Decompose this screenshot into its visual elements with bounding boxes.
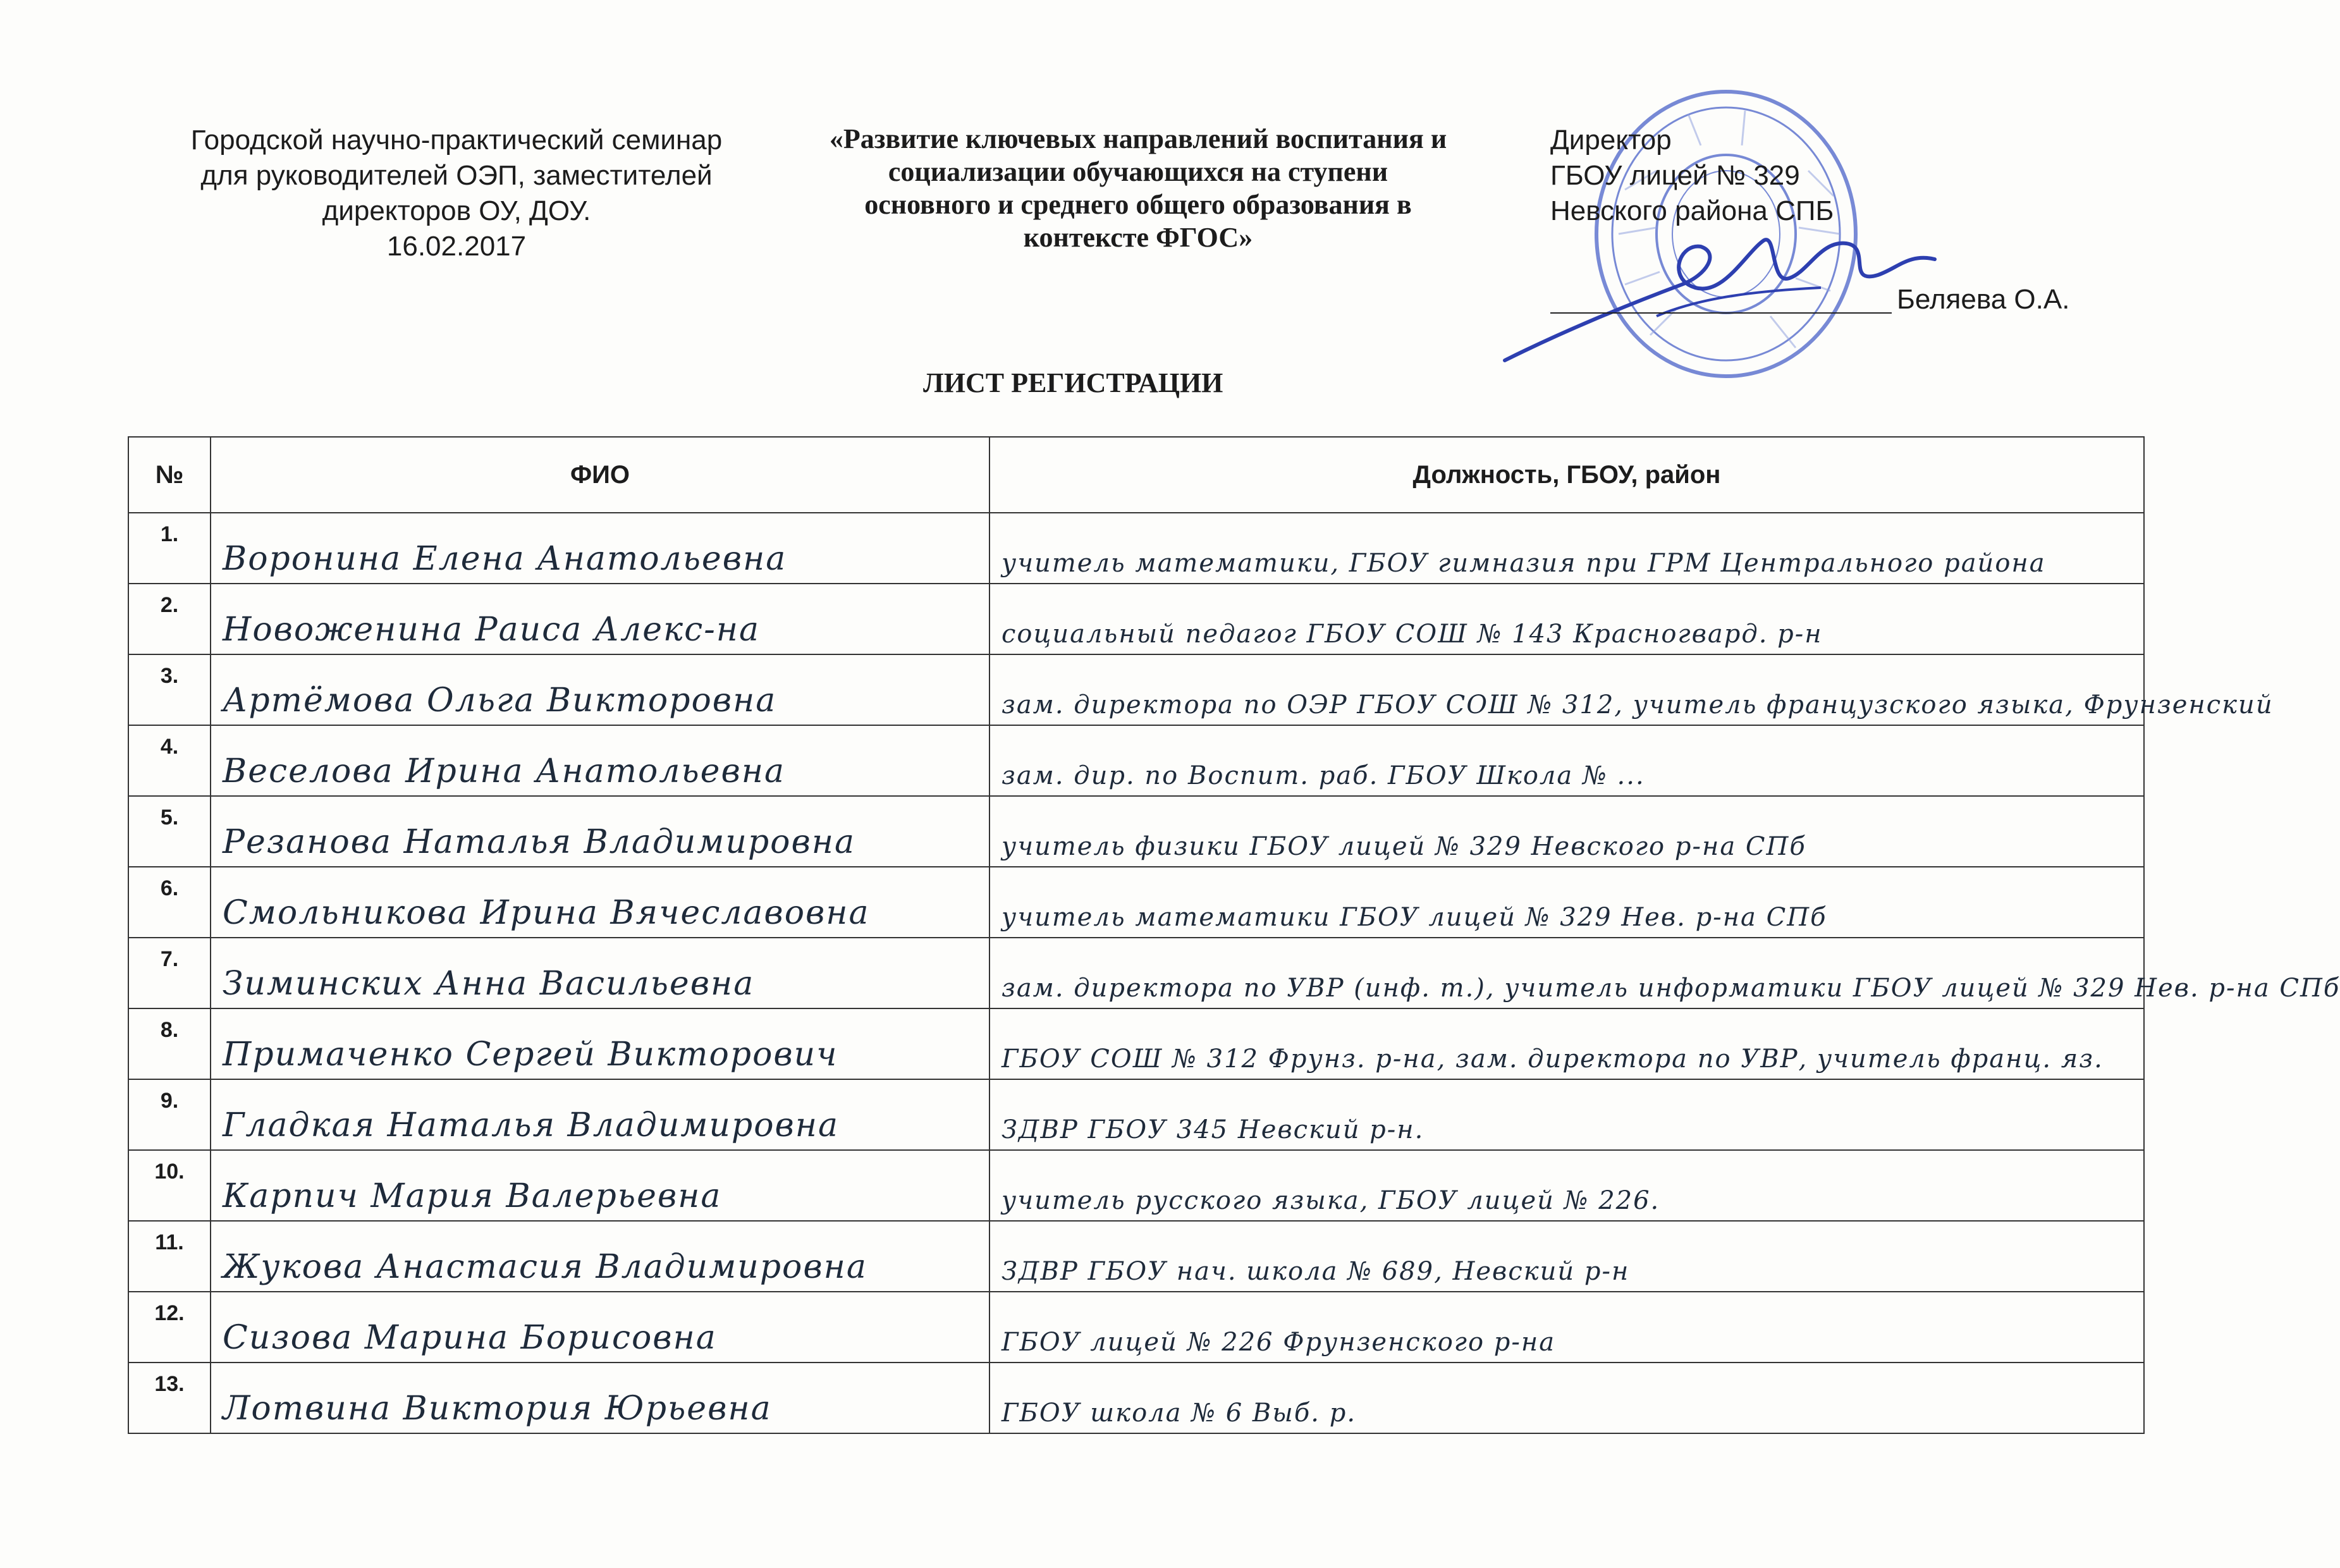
handwritten-name: Артёмова Ольга Викторовна (223, 682, 777, 720)
seminar-topic (803, 123, 1473, 254)
handwritten-position: ЗДВР ГБОУ 345 Невский р-н. (1002, 1115, 1424, 1144)
fio-cell (211, 938, 989, 1008)
row-number: 4. (160, 735, 179, 759)
seminar-line-3: директоров ОУ, ДОУ. (322, 195, 591, 226)
table-row (128, 796, 2144, 867)
director-district: Невского района СПБ (1550, 195, 1834, 226)
topic-line-3: основного и среднего общего образования в (864, 189, 1412, 220)
row-number: 3. (160, 664, 179, 688)
fio-cell (211, 513, 989, 584)
row-number-cell (128, 1363, 211, 1433)
handwritten-name: Сизова Марина Борисовна (223, 1319, 717, 1357)
handwritten-position: зам. директора по ОЭР ГБОУ СОШ № 312, учитель французского языка, Фрунзенский (1002, 690, 2274, 720)
row-number: 11. (155, 1230, 184, 1254)
row-number-cell (128, 1008, 211, 1079)
row-number: 13. (154, 1372, 185, 1396)
row-number-cell (128, 513, 211, 584)
handwritten-name: Резанова Наталья Владимировна (223, 823, 856, 861)
position-cell (989, 584, 2144, 654)
position-cell (989, 938, 2340, 1008)
handwritten-name: Смольникова Ирина Вячеславовна (223, 894, 870, 932)
table-row (128, 1008, 2144, 1079)
table-row (128, 513, 2144, 584)
topic-line-2: социализации обучающихся на ступени (888, 156, 1388, 187)
director-school: ГБОУ лицей № 329 (1550, 160, 1800, 191)
signature-line (1550, 312, 1892, 314)
fio-cell (211, 584, 989, 654)
position-cell (989, 513, 2144, 584)
col-header-position: Должность, ГБОУ, район (989, 437, 2144, 513)
seminar-info (166, 123, 747, 264)
row-number: 8. (160, 1018, 179, 1042)
table-row (128, 1150, 2144, 1221)
fio-cell (211, 1363, 989, 1433)
table-row (128, 654, 2144, 725)
director-signature (1492, 215, 1947, 373)
row-number-cell (128, 1150, 211, 1221)
handwritten-position: учитель русского языка, ГБОУ лицей № 226. (1002, 1186, 1660, 1215)
handwritten-name: Новоженина Раиса Алекс-на (223, 611, 761, 649)
signer-name: Беляева О.А. (1897, 284, 2070, 315)
row-number-cell (128, 725, 211, 796)
row-number-cell (128, 584, 211, 654)
handwritten-name: Воронина Елена Анатольевна (223, 540, 787, 578)
handwritten-position: зам. директора по УВР (инф. т.), учитель информатики ГБОУ лицей № 329 Нев. р-на СПб (1002, 974, 2340, 1003)
handwritten-position: учитель математики, ГБОУ гимназия при ГРМ Центрального района (1002, 549, 2046, 578)
row-number: 1. (160, 522, 179, 546)
seminar-date: 16.02.2017 (386, 231, 527, 262)
position-cell (989, 796, 2144, 867)
handwritten-name: Веселова Ирина Анатольевна (223, 752, 785, 790)
position-cell (989, 725, 2144, 796)
table-row (128, 1292, 2144, 1363)
handwritten-name: Лотвина Виктория Юрьевна (223, 1390, 772, 1428)
handwritten-name: Гладкая Наталья Владимировна (223, 1106, 840, 1144)
handwritten-position: социальный педагог ГБОУ СОШ № 143 Красногвард. р-н (1002, 620, 1823, 649)
fio-cell (211, 654, 989, 725)
table-row (128, 938, 2144, 1008)
col-header-number: № (128, 437, 211, 513)
seminar-line-2: для руководителей ОЭП, заместителей (200, 160, 713, 191)
handwritten-position: зам. дир. по Воспит. раб. ГБОУ Школа № ... (1002, 761, 1645, 790)
col-header-fio: ФИО (211, 437, 989, 513)
row-number: 5. (160, 805, 179, 830)
fio-cell (211, 1150, 989, 1221)
fio-cell (211, 725, 989, 796)
director-title: Директор (1550, 125, 1672, 156)
position-cell (989, 1079, 2144, 1150)
director-block (1550, 123, 1930, 229)
row-number-cell (128, 796, 211, 867)
registration-table (128, 436, 2340, 1434)
position-cell (989, 1292, 2144, 1363)
topic-line-1: «Развитие ключевых направлений воспитания и (829, 123, 1447, 154)
row-number-cell (128, 938, 211, 1008)
handwritten-name: Зиминских Анна Васильевна (223, 965, 755, 1003)
row-number: 7. (160, 947, 179, 971)
handwritten-position: учитель физики ГБОУ лицей № 329 Невского р-на СПб (1002, 832, 1806, 861)
fio-cell (211, 1079, 989, 1150)
position-cell (989, 1008, 2144, 1079)
position-cell (989, 1363, 2144, 1433)
table-row (128, 1363, 2144, 1433)
handwritten-position: учитель математики ГБОУ лицей № 329 Нев. р-на СПб (1002, 903, 1827, 932)
table-row (128, 867, 2144, 938)
fio-cell (211, 1221, 989, 1292)
fio-cell (211, 796, 989, 867)
row-number: 9. (160, 1089, 179, 1113)
table-row (128, 1221, 2144, 1292)
handwritten-name: Жукова Анастасия Владимировна (223, 1248, 867, 1286)
fio-cell (211, 867, 989, 938)
fio-cell (211, 1292, 989, 1363)
handwritten-position: ГБОУ школа № 6 Выб. р. (1002, 1399, 1357, 1428)
row-number-cell (128, 1221, 211, 1292)
row-number-cell (128, 867, 211, 938)
handwritten-position: ЗДВР ГБОУ нач. школа № 689, Невский р-н (1002, 1257, 1630, 1286)
row-number-cell (128, 1292, 211, 1363)
seminar-line-1: Городской научно-практический семинар (190, 125, 723, 156)
handwritten-position: ГБОУ СОШ № 312 Фрунз. р-на, зам. директора по УВР, учитель франц. яз. (1002, 1044, 2104, 1074)
position-cell (989, 1221, 2144, 1292)
row-number-cell (128, 1079, 211, 1150)
handwritten-name: Карпич Мария Валерьевна (223, 1177, 722, 1215)
row-number: 6. (160, 876, 179, 900)
table-header-row (128, 437, 2144, 513)
table-row (128, 725, 2144, 796)
row-number-cell (128, 654, 211, 725)
position-cell (989, 1150, 2144, 1221)
table-row (128, 584, 2144, 654)
position-cell (989, 867, 2144, 938)
handwritten-name: Примаченко Сергей Викторович (223, 1036, 838, 1074)
row-number: 12. (154, 1301, 185, 1325)
row-number: 2. (160, 593, 179, 617)
table-row (128, 1079, 2144, 1150)
topic-line-4: контексте ФГОС» (1023, 222, 1253, 253)
handwritten-position: ГБОУ лицей № 226 Фрунзенского р-на (1002, 1328, 1556, 1357)
fio-cell (211, 1008, 989, 1079)
row-number: 10. (154, 1160, 185, 1184)
page-title: ЛИСТ РЕГИСТРАЦИИ (923, 367, 1223, 398)
position-cell (989, 654, 2274, 725)
